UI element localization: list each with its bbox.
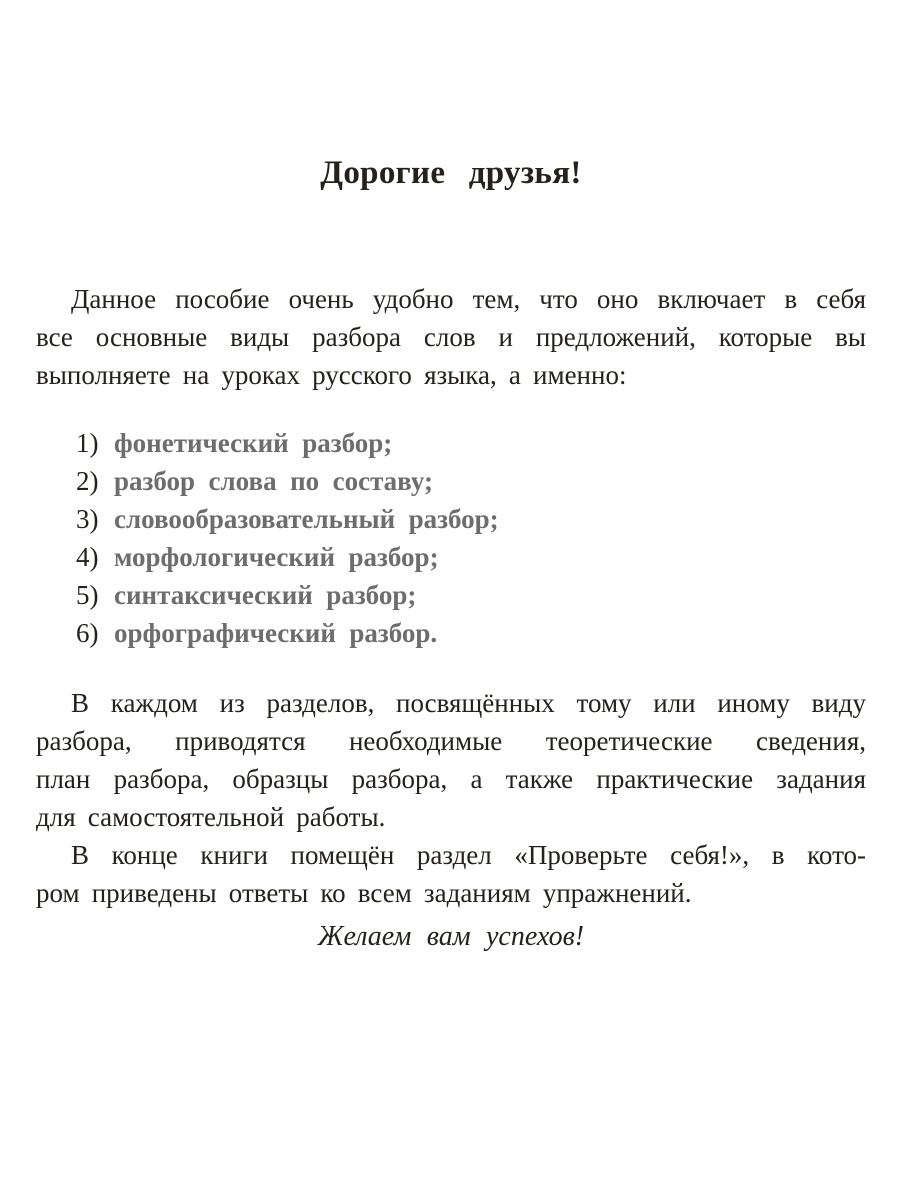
list-item (76, 538, 866, 576)
list-item-label: словообразовательный разбор; (114, 504, 499, 534)
list-item (76, 576, 866, 614)
list-item (76, 500, 866, 538)
list-item-label: орфографический разбор. (114, 618, 438, 648)
text-line: план разбора, образцы разбора, а также практические задания (36, 764, 866, 794)
text-line: ром приведены ответы ко всем заданиям упражнений. (36, 878, 692, 908)
text-line: все основные виды разбора слов и предложений, которые вы (36, 322, 866, 352)
list-item-number: 3) (76, 504, 99, 534)
page-title: Дорогие друзья! (320, 155, 582, 191)
closing-wish: Желаем вам успехов! (317, 921, 585, 952)
list-item-label: синтаксический разбор; (114, 580, 417, 610)
list-item-number: 2) (76, 466, 99, 496)
text-line: выполняете на уроках русского языка, а именно: (36, 360, 627, 390)
list-item-number: 1) (76, 428, 99, 458)
text-line: В конце книги помещён раздел «Проверьте себя!», в кото- (71, 840, 866, 870)
list-item-label: морфологический разбор; (114, 542, 439, 572)
text-line: В каждом из разделов, посвящённых тому или иному виду (71, 688, 866, 718)
text-line: для самостоятельной работы. (36, 802, 386, 832)
list-item (76, 614, 866, 652)
list-item-label: разбор слова по составу; (114, 466, 433, 496)
list-item (76, 462, 866, 500)
sections-paragraph (36, 684, 866, 836)
list-item-number: 5) (76, 580, 99, 610)
list-item (76, 424, 866, 462)
answers-paragraph (36, 836, 866, 912)
parsing-types-list (36, 424, 866, 652)
list-item-number: 6) (76, 618, 99, 648)
list-item-label: фонетический разбор; (114, 428, 393, 458)
intro-paragraph (36, 280, 866, 394)
list-item-number: 4) (76, 542, 99, 572)
text-line: Данное пособие очень удобно тем, что оно включает в себя (71, 284, 866, 314)
text-line: разбора, приводятся необходимые теоретические сведения, (36, 726, 866, 756)
